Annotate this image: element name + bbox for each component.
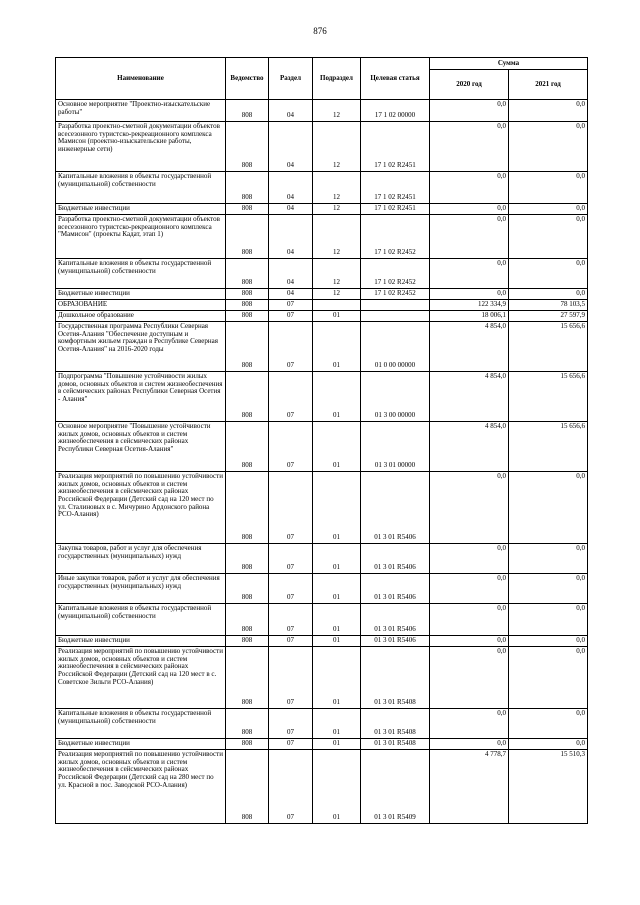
row-name: Капитальные вложения в объекты государственной (муниципальной) собственности [56, 709, 226, 739]
row-name: Бюджетные инвестиции [56, 289, 226, 300]
row-department: 808 [226, 300, 269, 311]
row-amount-2020: 0,0 [430, 604, 509, 636]
row-section: 07 [269, 311, 313, 322]
row-amount-2020: 0,0 [430, 122, 509, 172]
row-amount-2020: 0,0 [430, 172, 509, 204]
row-name: Разработка проектно-сметной документации объектов всесезонного туристско-рекреационного комплекса Мамисон (проектно-изыскательские работы, инженерные сети) [56, 122, 226, 172]
table-body [56, 100, 588, 824]
row-subsection: 01 [313, 739, 361, 750]
row-name: Капитальные вложения в объекты государственной (муниципальной) собственности [56, 172, 226, 204]
table-row [56, 709, 588, 739]
row-amount-2020: 0,0 [430, 100, 509, 122]
row-amount-2020: 4 854,0 [430, 422, 509, 472]
row-section: 07 [269, 322, 313, 372]
row-department: 808 [226, 739, 269, 750]
row-amount-2020: 18 006,1 [430, 311, 509, 322]
row-department: 808 [226, 172, 269, 204]
row-department: 808 [226, 322, 269, 372]
row-target-article: 01 3 01 R5408 [361, 739, 430, 750]
row-target-article: 01 3 01 R5406 [361, 472, 430, 544]
row-subsection: 01 [313, 544, 361, 574]
table-row [56, 122, 588, 172]
row-section: 07 [269, 739, 313, 750]
row-amount-2021: 15 656,6 [509, 372, 588, 422]
row-amount-2020: 0,0 [430, 636, 509, 647]
row-amount-2020: 0,0 [430, 574, 509, 604]
row-section: 07 [269, 300, 313, 311]
row-subsection: 12 [313, 215, 361, 259]
row-target-article [361, 311, 430, 322]
row-section: 04 [269, 172, 313, 204]
row-name: Бюджетные инвестиции [56, 636, 226, 647]
row-amount-2021: 0,0 [509, 604, 588, 636]
table-row [56, 215, 588, 259]
table-row [56, 204, 588, 215]
row-target-article: 01 3 01 R5409 [361, 750, 430, 824]
table-row [56, 472, 588, 544]
row-name: Разработка проектно-сметной документации объектов всесезонного туристско-рекреационного комплекса "Мамисон" (проекты Кадат, этап 1) [56, 215, 226, 259]
row-target-article: 01 3 01 R5406 [361, 544, 430, 574]
row-amount-2021: 15 510,3 [509, 750, 588, 824]
table-row [56, 311, 588, 322]
row-amount-2021: 0,0 [509, 215, 588, 259]
row-department: 808 [226, 544, 269, 574]
row-amount-2021: 0,0 [509, 544, 588, 574]
table-row [56, 604, 588, 636]
row-section: 07 [269, 422, 313, 472]
row-section: 04 [269, 204, 313, 215]
row-amount-2021: 0,0 [509, 289, 588, 300]
row-name: Иные закупки товаров, работ и услуг для обеспечения государственных (муниципальных) нужд [56, 574, 226, 604]
row-department: 808 [226, 259, 269, 289]
row-amount-2021: 0,0 [509, 574, 588, 604]
row-amount-2020: 0,0 [430, 709, 509, 739]
row-subsection: 01 [313, 422, 361, 472]
row-amount-2020: 4 778,7 [430, 750, 509, 824]
row-amount-2021: 15 656,6 [509, 322, 588, 372]
row-department: 808 [226, 604, 269, 636]
row-amount-2020: 0,0 [430, 472, 509, 544]
row-subsection: 01 [313, 311, 361, 322]
row-department: 808 [226, 472, 269, 544]
table-row [56, 322, 588, 372]
row-section: 04 [269, 259, 313, 289]
budget-table [55, 57, 588, 824]
row-amount-2020: 122 334,9 [430, 300, 509, 311]
row-target-article: 01 3 01 R5406 [361, 604, 430, 636]
row-amount-2021: 0,0 [509, 172, 588, 204]
page-number: 876 [313, 26, 327, 36]
row-section: 07 [269, 647, 313, 709]
row-amount-2020: 0,0 [430, 259, 509, 289]
row-name: Дошкольное образование [56, 311, 226, 322]
table-row [56, 739, 588, 750]
row-target-article: 01 3 01 R5408 [361, 647, 430, 709]
row-target-article: 17 1 02 R2452 [361, 215, 430, 259]
row-name: Подпрограмма "Повышение устойчивости жилых домов, основных объектов и систем жизнеобеспечения в сейсмических районах Республики Северная Осетия - Алания" [56, 372, 226, 422]
row-section: 07 [269, 472, 313, 544]
row-section: 07 [269, 709, 313, 739]
row-target-article: 01 3 01 00000 [361, 422, 430, 472]
table-row [56, 100, 588, 122]
row-name: Бюджетные инвестиции [56, 739, 226, 750]
row-section: 04 [269, 122, 313, 172]
row-section: 07 [269, 750, 313, 824]
row-amount-2021: 0,0 [509, 636, 588, 647]
row-section: 04 [269, 100, 313, 122]
row-amount-2021: 0,0 [509, 100, 588, 122]
table-row [56, 259, 588, 289]
row-amount-2021: 78 103,5 [509, 300, 588, 311]
table-row [56, 372, 588, 422]
row-department: 808 [226, 289, 269, 300]
row-subsection: 01 [313, 636, 361, 647]
row-amount-2021: 0,0 [509, 739, 588, 750]
row-amount-2021: 0,0 [509, 122, 588, 172]
row-amount-2020: 0,0 [430, 544, 509, 574]
row-department: 808 [226, 709, 269, 739]
row-department: 808 [226, 750, 269, 824]
header-name: Наименование [56, 58, 226, 100]
row-name: Закупка товаров, работ и услуг для обеспечения государственных (муниципальных) нужд [56, 544, 226, 574]
row-target-article [361, 300, 430, 311]
row-target-article: 01 3 01 R5408 [361, 709, 430, 739]
row-section: 07 [269, 544, 313, 574]
row-subsection: 01 [313, 574, 361, 604]
row-subsection: 12 [313, 204, 361, 215]
header-subsection: Подраздел [313, 58, 361, 100]
row-name: Капитальные вложения в объекты государственной (муниципальной) собственности [56, 604, 226, 636]
row-name: Капитальные вложения в объекты государственной (муниципальной) собственности [56, 259, 226, 289]
row-name: Реализация мероприятий по повышению устойчивости жилых домов, основных объектов и систем жизнеобеспечения в сейсмических районах Российской Федерации (Детский сад на 280 мест по ул. Красной в пос. Заводской РСО-Алания) [56, 750, 226, 824]
row-department: 808 [226, 574, 269, 604]
header-section: Раздел [269, 58, 313, 100]
row-target-article: 01 3 01 R5406 [361, 574, 430, 604]
row-subsection: 01 [313, 750, 361, 824]
header-department: Ведомство [226, 58, 269, 100]
row-amount-2020: 0,0 [430, 215, 509, 259]
row-target-article: 17 1 02 R2451 [361, 204, 430, 215]
row-subsection: 12 [313, 122, 361, 172]
row-department: 808 [226, 311, 269, 322]
row-target-article: 17 1 02 R2452 [361, 289, 430, 300]
row-subsection: 01 [313, 709, 361, 739]
row-subsection [313, 300, 361, 311]
table-row [56, 172, 588, 204]
row-section: 07 [269, 574, 313, 604]
table-row [56, 544, 588, 574]
row-target-article: 17 1 02 R2452 [361, 259, 430, 289]
row-section: 07 [269, 636, 313, 647]
row-department: 808 [226, 372, 269, 422]
table-row [56, 289, 588, 300]
row-amount-2020: 0,0 [430, 204, 509, 215]
row-section: 04 [269, 215, 313, 259]
row-amount-2021: 0,0 [509, 204, 588, 215]
row-subsection: 12 [313, 259, 361, 289]
row-target-article: 01 3 01 R5406 [361, 636, 430, 647]
row-amount-2021: 27 597,9 [509, 311, 588, 322]
row-department: 808 [226, 215, 269, 259]
row-target-article: 17 1 02 R2451 [361, 172, 430, 204]
row-amount-2021: 0,0 [509, 709, 588, 739]
table-row [56, 574, 588, 604]
row-name: ОБРАЗОВАНИЕ [56, 300, 226, 311]
table-row [56, 750, 588, 824]
table-row [56, 422, 588, 472]
row-department: 808 [226, 422, 269, 472]
row-name: Реализация мероприятий по повышению устойчивости жилых домов, основных объектов и систем жизнеобеспечения в сейсмических районах Российской Федерации (Детский сад на 120 мест по ул. Сталиновых в с. Мичурино Ардонского района РСО-Алания) [56, 472, 226, 544]
header-amount: Сумма [430, 58, 588, 70]
header-target-article: Целевая статья [361, 58, 430, 100]
row-target-article: 17 1 02 R2451 [361, 122, 430, 172]
table-row [56, 647, 588, 709]
row-section: 07 [269, 604, 313, 636]
row-subsection: 01 [313, 647, 361, 709]
table-row [56, 300, 588, 311]
row-amount-2020: 0,0 [430, 289, 509, 300]
row-section: 04 [269, 289, 313, 300]
row-name: Основное мероприятие "Повышение устойчивости жилых домов, основных объектов и систем жизнеобеспечения в сейсмических районах Республики Северная Осетия-Алания" [56, 422, 226, 472]
row-subsection: 01 [313, 322, 361, 372]
header-year-2020: 2020 год [430, 70, 509, 100]
row-amount-2020: 0,0 [430, 647, 509, 709]
row-subsection: 12 [313, 172, 361, 204]
row-name: Реализация мероприятий по повышению устойчивости жилых домов, основных объектов и систем жизнеобеспечения в сейсмических районах Российской Федерации (Детский сад на 120 мест в с. Советское Зильги РСО-Алания) [56, 647, 226, 709]
row-amount-2021: 0,0 [509, 647, 588, 709]
row-amount-2020: 0,0 [430, 739, 509, 750]
row-section: 07 [269, 372, 313, 422]
row-department: 808 [226, 204, 269, 215]
header-year-2021: 2021 год [509, 70, 588, 100]
row-amount-2020: 4 854,0 [430, 372, 509, 422]
row-name: Государственная программа Республики Северная Осетия-Алания "Обеспечение доступным и комфортным жильем граждан в Республике Северная Осетия-Алания" на 2016-2020 годы [56, 322, 226, 372]
row-department: 808 [226, 100, 269, 122]
row-name: Бюджетные инвестиции [56, 204, 226, 215]
row-name: Основное мероприятие "Проектно-изыскательские работы" [56, 100, 226, 122]
row-amount-2021: 0,0 [509, 472, 588, 544]
row-target-article: 01 0 00 00000 [361, 322, 430, 372]
row-department: 808 [226, 636, 269, 647]
row-target-article: 17 1 02 00000 [361, 100, 430, 122]
row-subsection: 12 [313, 289, 361, 300]
row-amount-2021: 15 656,6 [509, 422, 588, 472]
row-department: 808 [226, 647, 269, 709]
row-amount-2021: 0,0 [509, 259, 588, 289]
row-subsection: 01 [313, 472, 361, 544]
table-row [56, 636, 588, 647]
row-amount-2020: 4 854,0 [430, 322, 509, 372]
row-department: 808 [226, 122, 269, 172]
row-target-article: 01 3 00 00000 [361, 372, 430, 422]
row-subsection: 12 [313, 100, 361, 122]
row-subsection: 01 [313, 372, 361, 422]
row-subsection: 01 [313, 604, 361, 636]
